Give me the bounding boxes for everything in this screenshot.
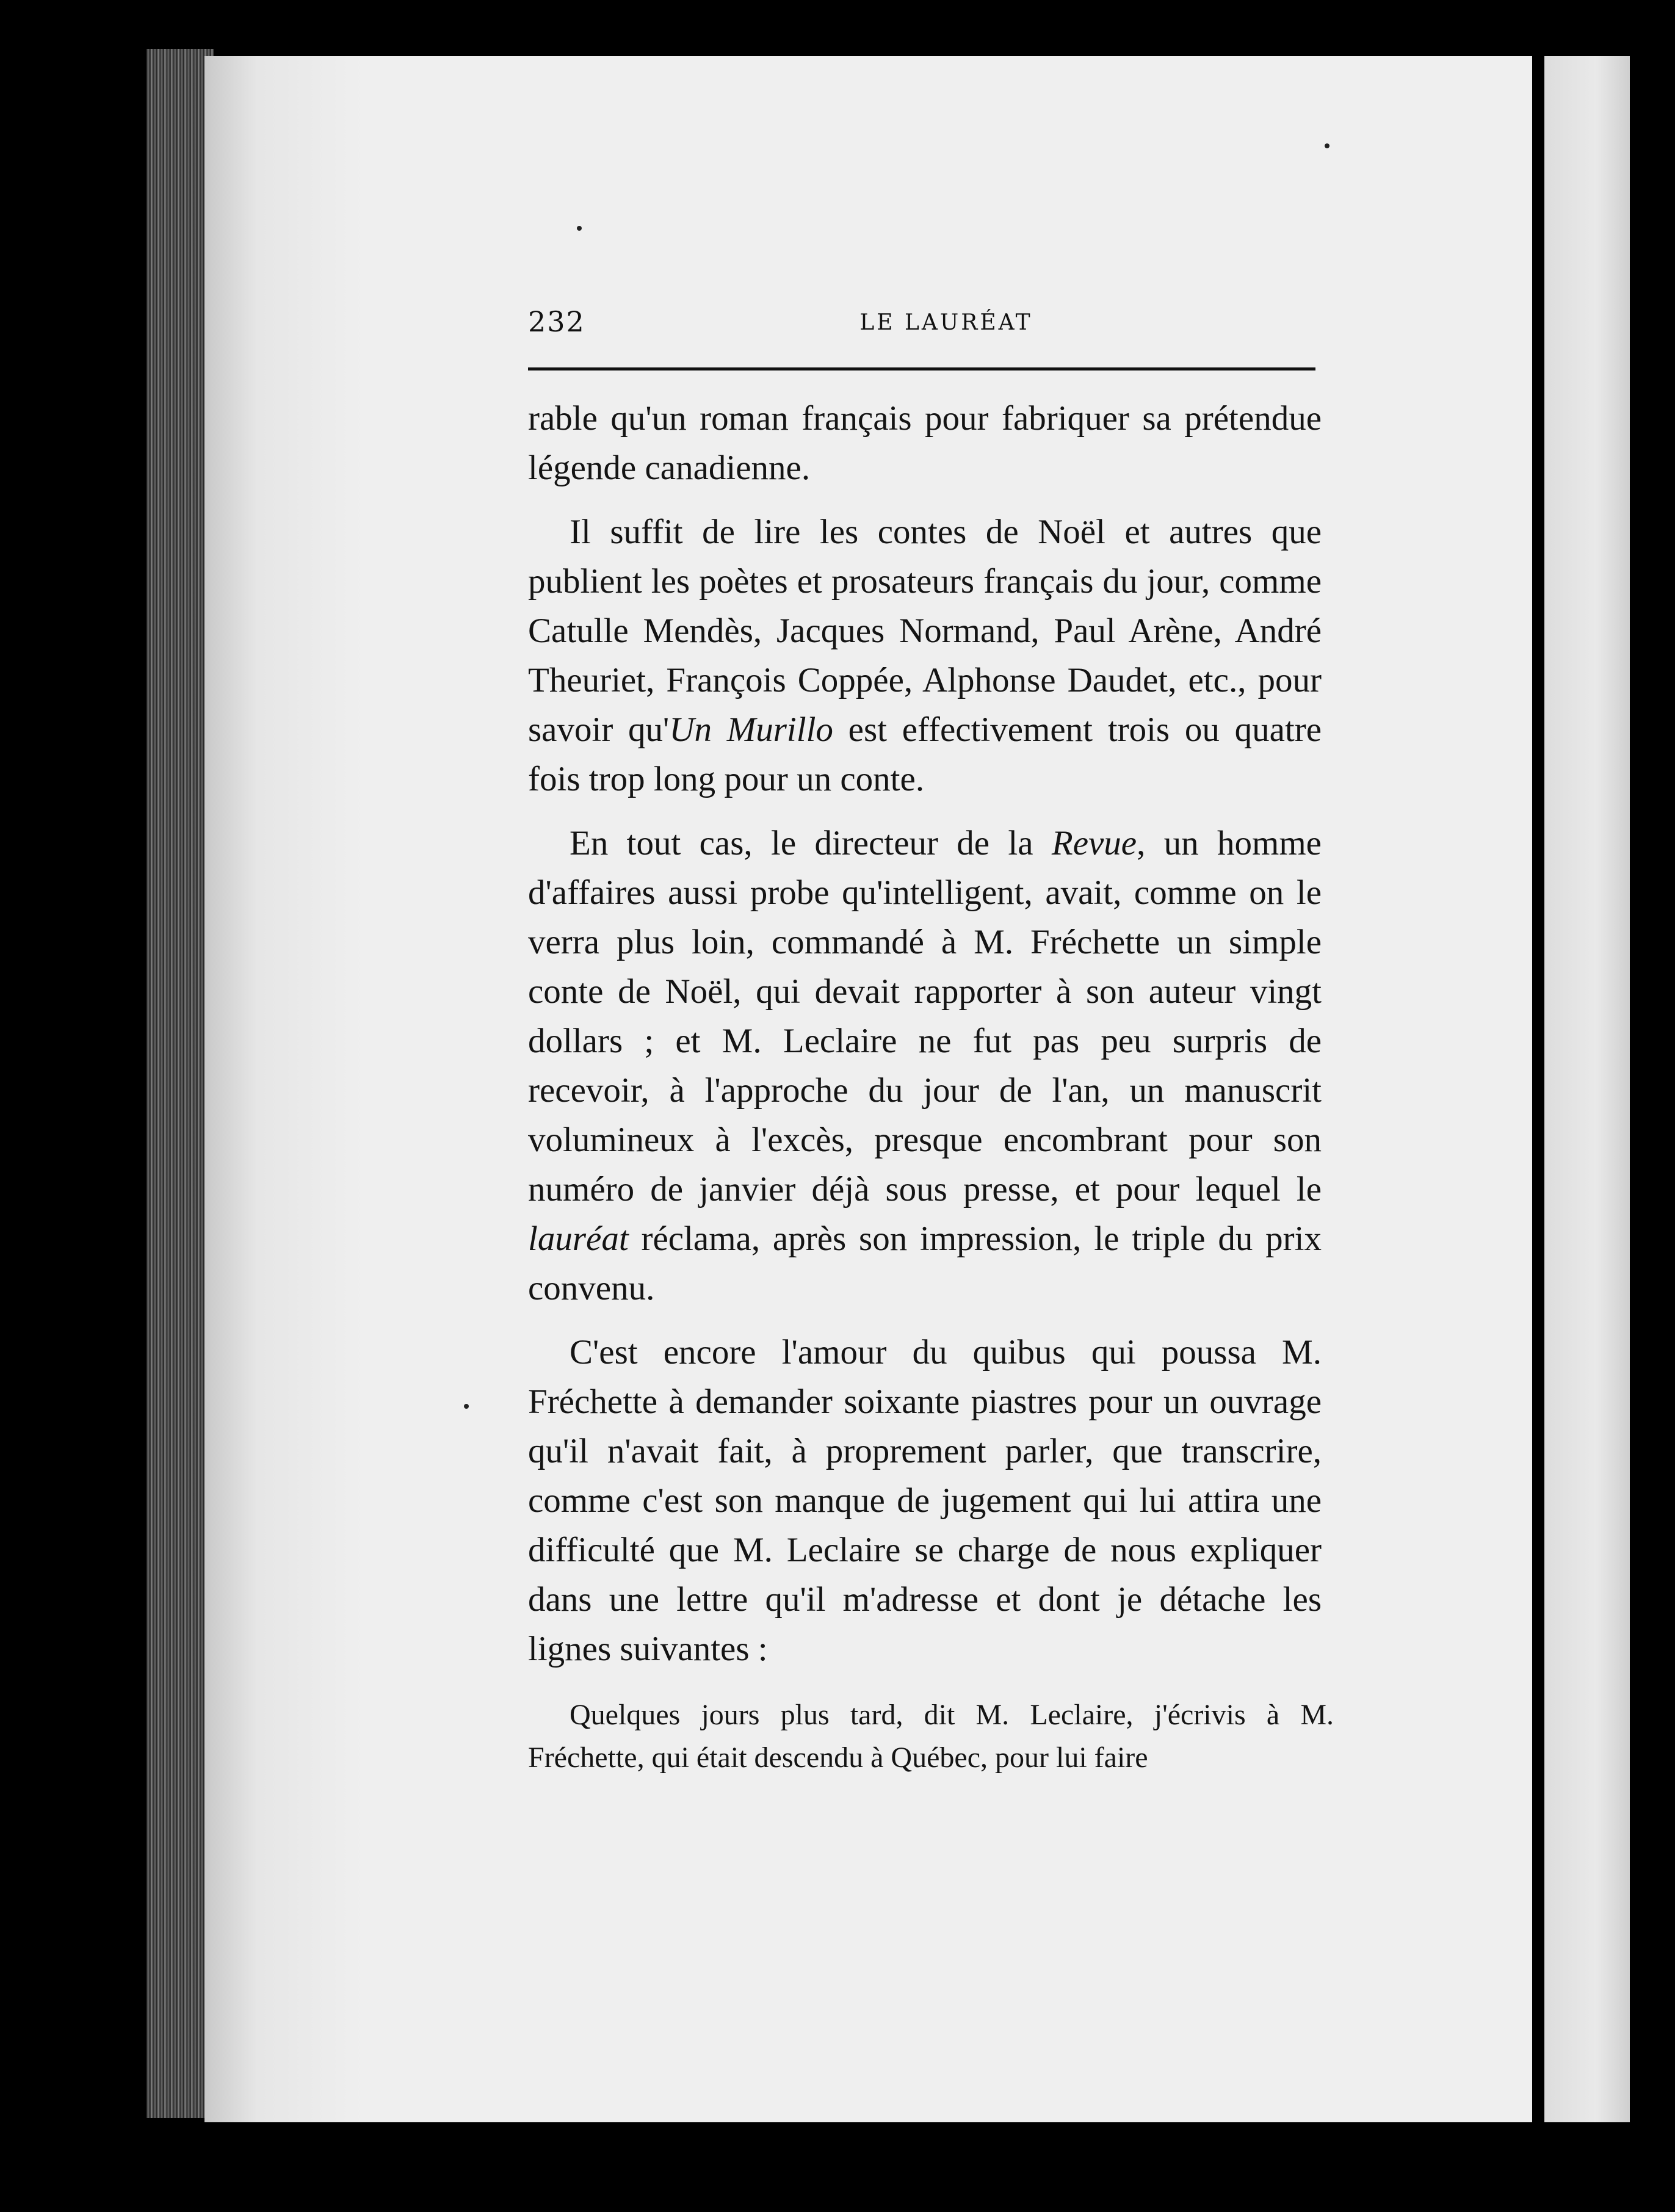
paragraph-text: est effectivement trois ou quatre fois trop long pour un conte. [528, 710, 1322, 798]
dust-speck [577, 226, 582, 231]
paragraph [528, 394, 1322, 493]
paragraph-text: C'est encore l'amour du quibus qui poussa M. Fréchette à demander soixante piastres pour un ouvrage qu'il n'avait fait, à proprement parler, que transcrire, comme c'est son manque de jugement qui lui attira une difficulté que M. Leclaire se charge de nous expliquer dans une lettre qu'il m'adresse et dont je détache les lignes suivantes : [528, 1333, 1322, 1668]
page-header [320, 305, 1315, 348]
paragraph [528, 1328, 1322, 1674]
quoted-letter: Quelques jours plus tard, dit M. Leclaire, j'écrivis à M. Fréchette, qui était descendu à Québec, pour lui faire [528, 1699, 1334, 1774]
running-title: LE LAURÉAT [859, 310, 1033, 335]
header-rule [528, 367, 1315, 370]
italic-text: lauréat [528, 1220, 629, 1258]
paragraph-text: En tout cas, le directeur de la [570, 824, 1052, 862]
paragraph-text: réclama, après son impression, le triple du prix convenu. [528, 1220, 1322, 1307]
page-number: 232 [528, 305, 585, 338]
paragraph [528, 819, 1322, 1313]
italic-text: Revue [1051, 824, 1137, 862]
book-page-edges [147, 49, 214, 2118]
paragraph-text: Il suffit de lire les contes de Noël et autres que publient les poètes et prosateurs français du jour, comme Catulle Mendès, Jacques Normand, Paul Arène, André Theuriet, François Coppée, Alphonse Daudet, etc., pour savoir qu' [528, 513, 1322, 749]
paragraph [528, 507, 1322, 804]
body-text [528, 394, 1322, 1688]
italic-text: Un Murillo [669, 710, 833, 749]
paragraph-text: , un homme d'affaires aussi probe qu'intelligent, avait, comme on le verra plus loin, commandé à M. Fréchette un simple conte de Noël, qui devait rapporter à son auteur vingt dollars ; et M. Leclaire ne fut pas peu surpris de recevoir, à l'approche du jour de l'an, un manuscrit volumineux à l'excès, presque encombrant pour son numéro de janvier déjà sous presse, et pour lequel le [528, 824, 1322, 1209]
paragraph-text: rable qu'un roman français pour fabriquer sa prétendue légende canadienne. [528, 399, 1322, 487]
facing-page-edge [1544, 56, 1630, 2122]
dust-speck [1325, 143, 1330, 148]
dust-speck [464, 1404, 469, 1409]
